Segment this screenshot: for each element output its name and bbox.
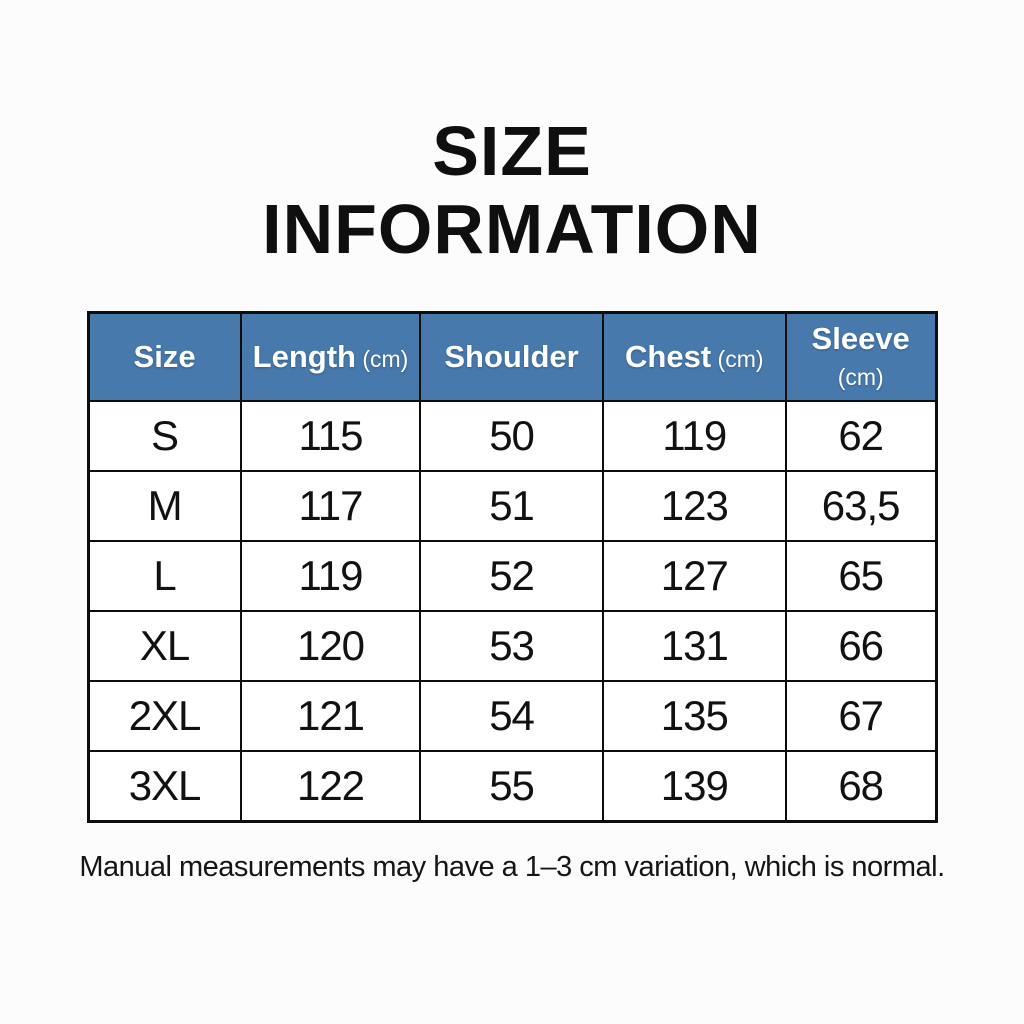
table-row-3xl xyxy=(88,751,936,821)
value-cell: 127 xyxy=(603,541,786,611)
value-cell: 68 xyxy=(786,751,936,821)
table-row-xl xyxy=(88,611,936,681)
value-cell: 131 xyxy=(603,611,786,681)
size-cell: S xyxy=(88,401,241,471)
size-table-body xyxy=(88,401,936,821)
column-header-label: Sleeve xyxy=(811,321,910,357)
value-cell: 123 xyxy=(603,471,786,541)
value-cell: 117 xyxy=(241,471,421,541)
table-row-2xl xyxy=(88,681,936,751)
value-cell: 50 xyxy=(420,401,602,471)
column-header-unit: (cm) xyxy=(711,346,764,373)
header-row xyxy=(88,312,936,401)
size-cell: XL xyxy=(88,611,241,681)
footnote: Manual measurements may have a 1–3 cm variation, which is normal. xyxy=(79,850,945,883)
value-cell: 122 xyxy=(241,751,421,821)
column-header-label: Chest xyxy=(625,339,712,375)
value-cell: 135 xyxy=(603,681,786,751)
page-title-line-2: INFORMATION xyxy=(262,190,762,269)
column-header-size xyxy=(88,312,241,401)
column-header-chest xyxy=(603,312,786,401)
size-table xyxy=(87,311,938,823)
table-row-m xyxy=(88,471,936,541)
value-cell: 66 xyxy=(786,611,936,681)
value-cell: 139 xyxy=(603,751,786,821)
value-cell: 67 xyxy=(786,681,936,751)
page-title-line-1: SIZE xyxy=(432,112,592,190)
value-cell: 115 xyxy=(241,401,421,471)
column-header-label: Length xyxy=(252,339,356,375)
size-cell: 3XL xyxy=(88,751,241,821)
column-header-label: Size xyxy=(133,339,196,375)
table-row-l xyxy=(88,541,936,611)
value-cell: 54 xyxy=(420,681,602,751)
page-title xyxy=(262,112,762,269)
column-header-length xyxy=(241,312,421,401)
value-cell: 119 xyxy=(603,401,786,471)
size-cell: M xyxy=(88,471,241,541)
column-header-unit: (cm) xyxy=(837,364,884,391)
table-row-s xyxy=(88,401,936,471)
value-cell: 120 xyxy=(241,611,421,681)
column-header-sleeve xyxy=(786,312,936,401)
size-cell: L xyxy=(88,541,241,611)
value-cell: 119 xyxy=(241,541,421,611)
value-cell: 65 xyxy=(786,541,936,611)
size-table-head xyxy=(88,312,936,401)
value-cell: 121 xyxy=(241,681,421,751)
value-cell: 55 xyxy=(420,751,602,821)
value-cell: 52 xyxy=(420,541,602,611)
value-cell: 62 xyxy=(786,401,936,471)
column-header-unit: (cm) xyxy=(355,346,409,373)
column-header-shoulder xyxy=(420,312,602,401)
value-cell: 51 xyxy=(420,471,602,541)
size-cell: 2XL xyxy=(88,681,241,751)
value-cell: 53 xyxy=(420,611,602,681)
value-cell: 63,5 xyxy=(786,471,936,541)
column-header-label: Shoulder xyxy=(444,339,579,375)
